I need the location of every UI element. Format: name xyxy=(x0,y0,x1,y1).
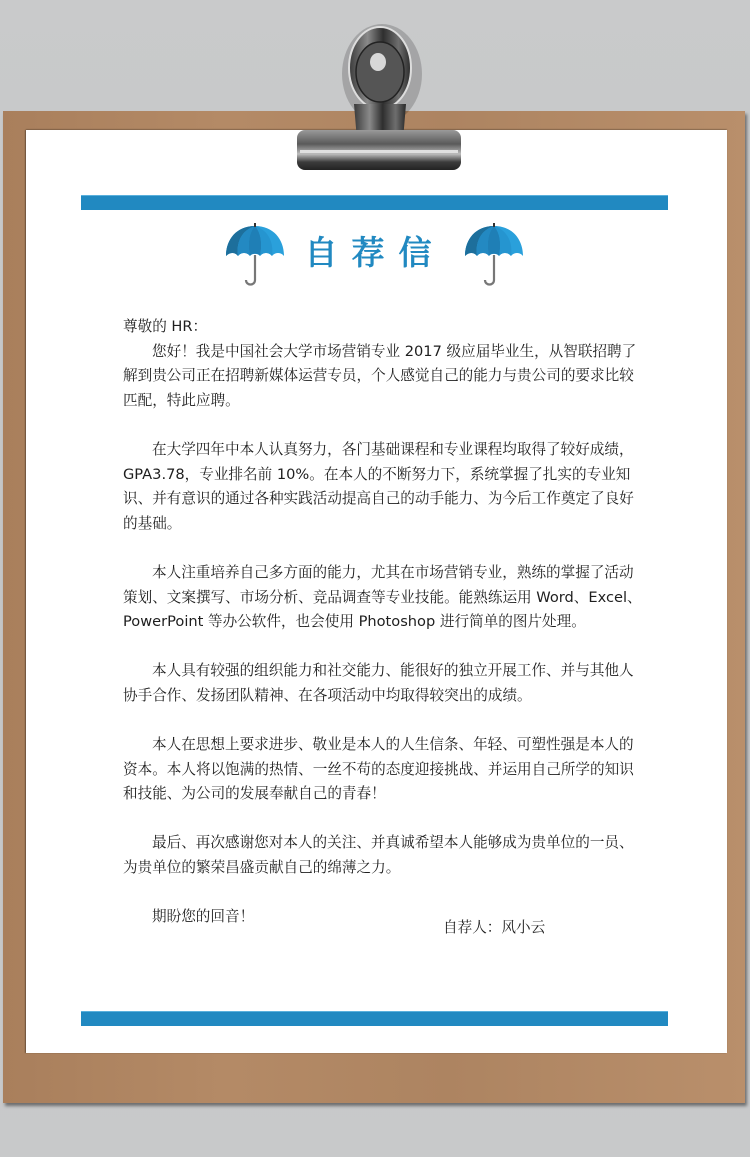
binder-clip-icon xyxy=(290,22,470,172)
paragraph-attitude: 本人在思想上要求进步、敬业是本人的人生信条、年轻、可塑性强是本人的资本。本人将以饱满的热情、一丝不苟的态度迎接挑战、并运用自己所学的知识和技能、为公司的发展奉献自己的青春！ xyxy=(123,736,634,803)
letter-body xyxy=(123,315,643,930)
paragraph-sign-off: 期盼您的回音！ xyxy=(152,908,255,926)
salutation: 尊敬的 HR： xyxy=(123,318,208,335)
paragraph-teamwork: 本人具有较强的组织能力和社交能力、能很好的独立开展工作、并与其他人协手合作、发扬团队精神、在各项活动中均取得较突出的成绩。 xyxy=(123,662,634,704)
title-row xyxy=(0,222,750,288)
paragraph-closing: 最后、再次感谢您对本人的关注、并真诚希望本人能够成为贵单位的一员、为贵单位的繁荣昌盛贡献自己的绵薄之力。 xyxy=(123,834,634,877)
paragraph-skills: 本人注重培养自己多方面的能力，尤其在市场营销专业，熟练的掌握了活动策划、文案撰写、市场分析、竞品调查等专业技能。能熟练运用 Word、Excel、PowerPoint 等办公软件，也会使用 Photoshop 进行简单的图片处理。 xyxy=(123,563,642,631)
footer-divider-bar xyxy=(81,1011,668,1026)
signature: 自荐人：风小云 xyxy=(443,919,546,936)
paragraph-education: 在大学四年中本人认真努力，各门基础课程和专业课程均取得了较好成绩，GPA3.78，专业排名前 10%。在本人的不断努力下，系统掌握了扎实的专业知识、并有意识的通过各种实践活动提高自己的动手能力、为今后工作奠定了良好的基础。 xyxy=(123,440,634,532)
umbrella-icon xyxy=(463,222,525,288)
umbrella-icon xyxy=(224,222,286,288)
paragraph-intro: 您好！我是中国社会大学市场营销专业 2017 级应届毕业生，从智联招聘了解到贵公司正在招聘新媒体运营专员，个人感觉自己的能力与贵公司的要求比较匹配，特此应聘。 xyxy=(123,342,637,409)
header-divider-bar xyxy=(81,195,668,210)
page-title: 自荐信 xyxy=(304,233,446,272)
